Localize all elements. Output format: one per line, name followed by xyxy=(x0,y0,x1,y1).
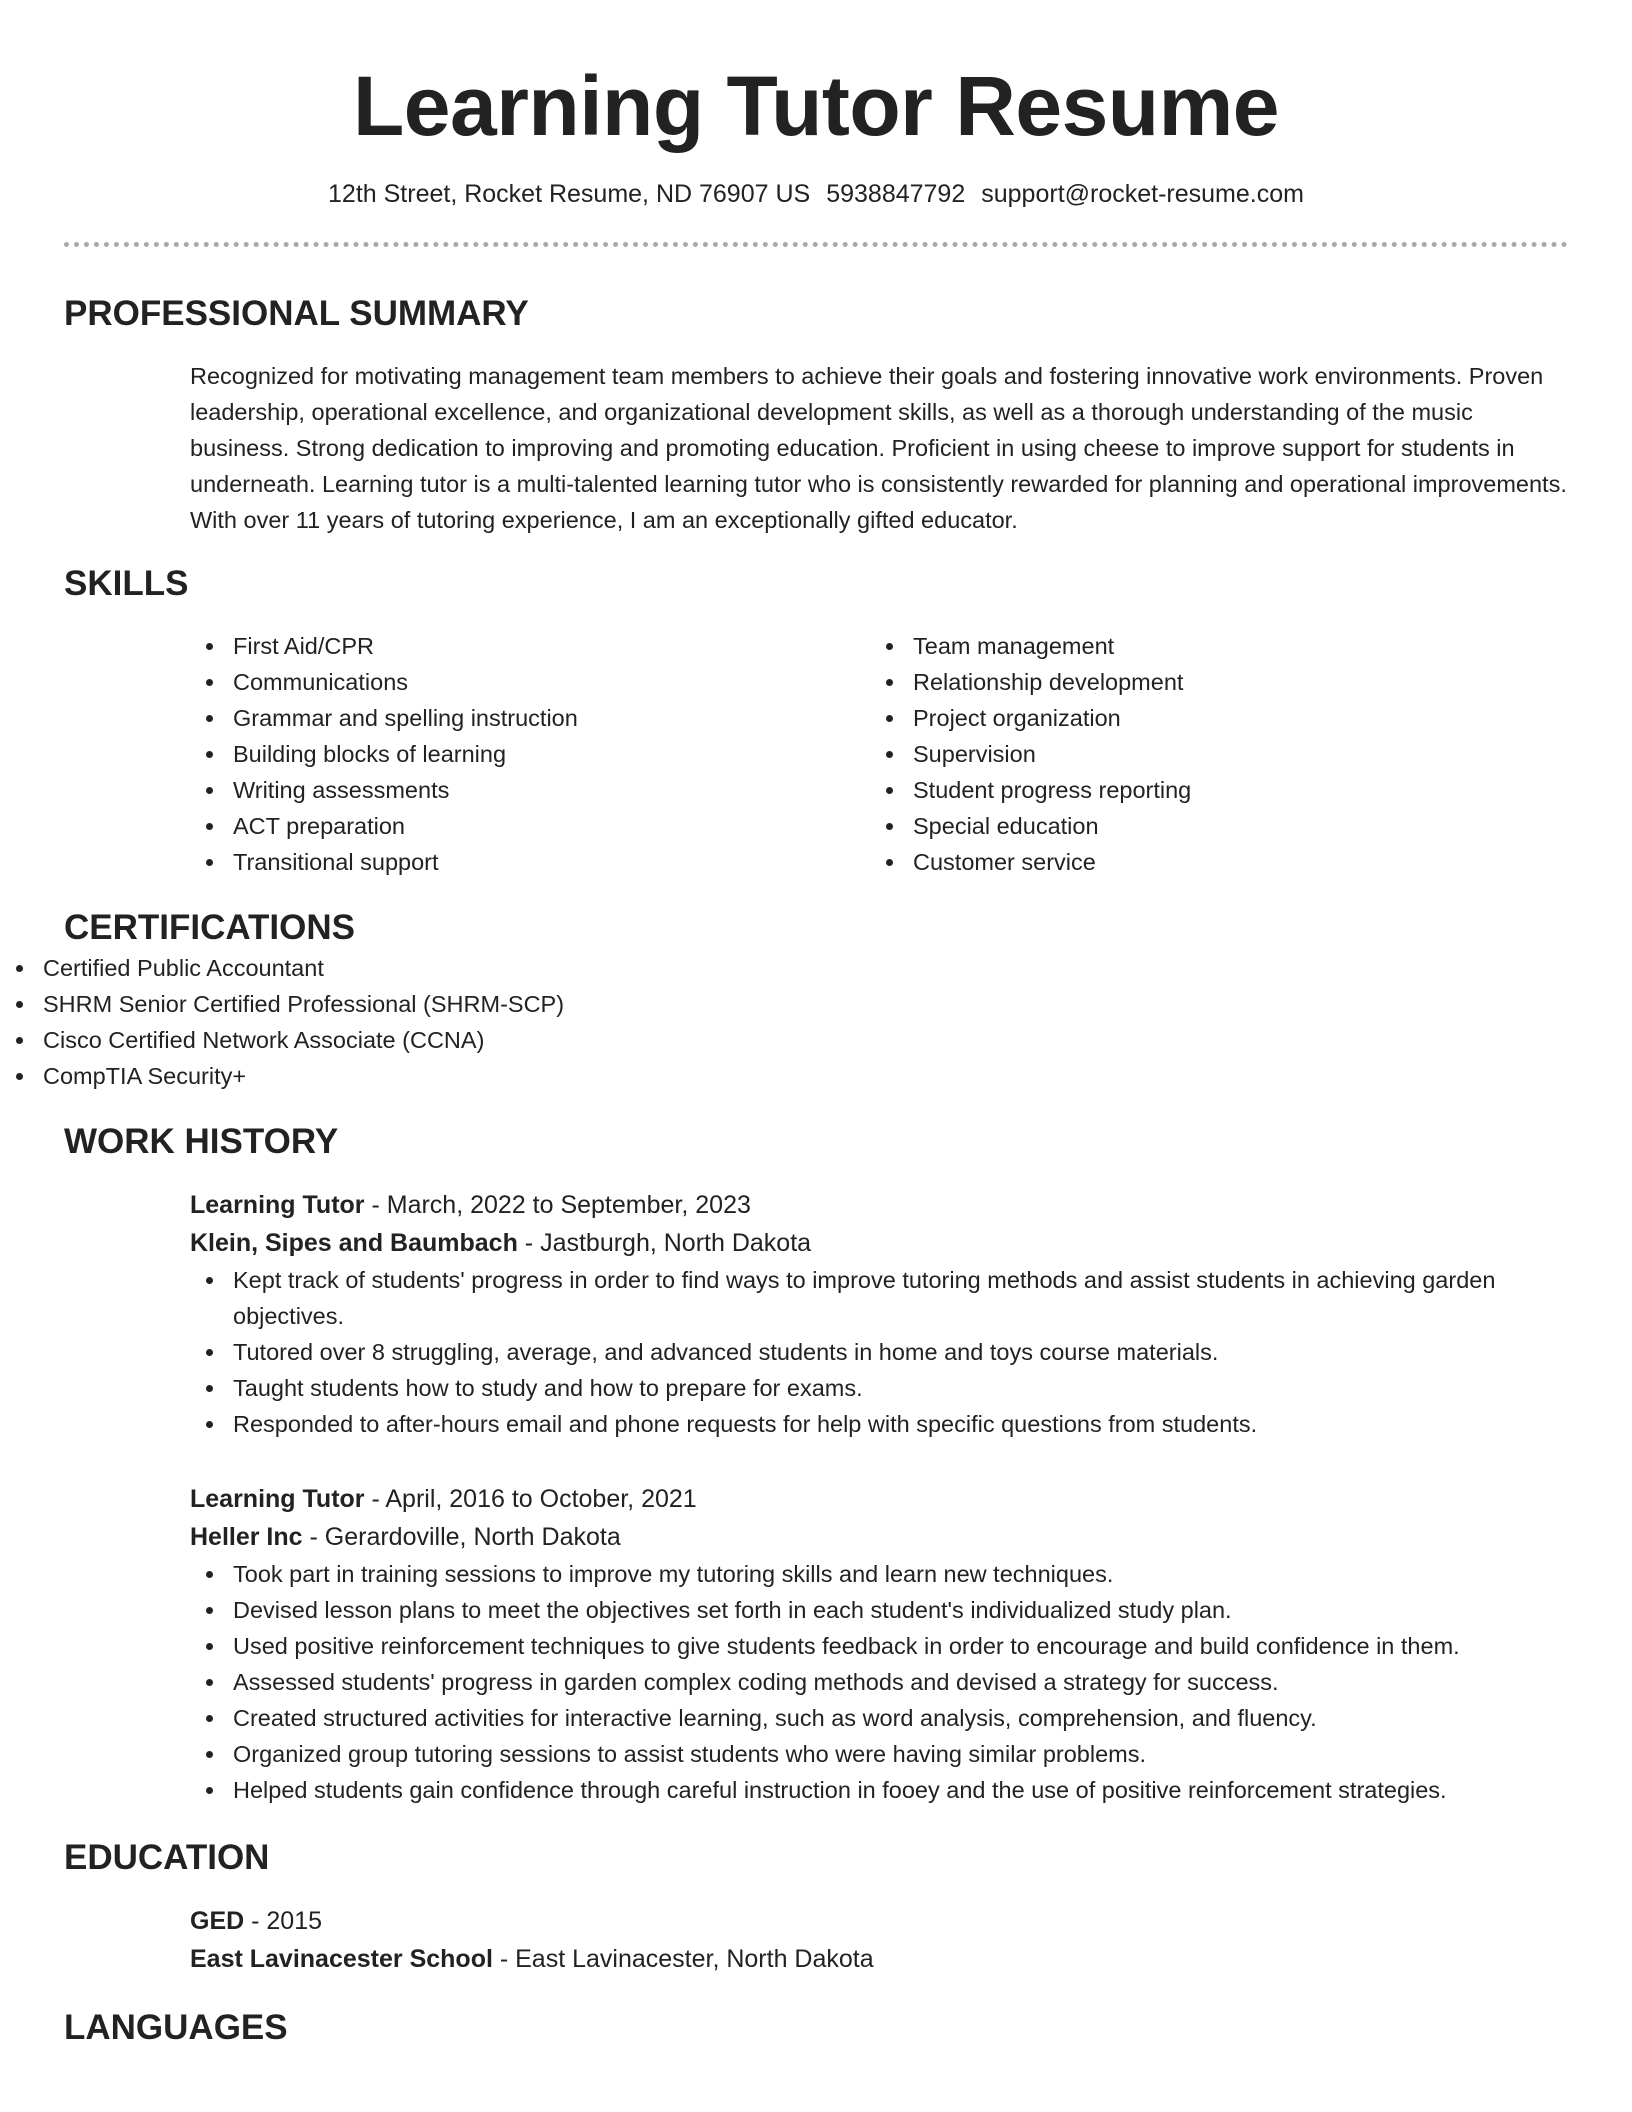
resume-title: Learning Tutor Resume xyxy=(352,59,1280,153)
skills-column-left xyxy=(190,628,870,880)
section-title-certifications: CERTIFICATIONS xyxy=(64,908,356,947)
contact-address: 12th Street, Rocket Resume, ND 76907 US xyxy=(328,180,811,208)
skill-item: Special education xyxy=(870,808,1550,844)
job-duties-list xyxy=(190,1556,1568,1808)
job-role: Learning Tutor xyxy=(190,1191,365,1219)
job-location: - Jastburgh, North Dakota xyxy=(517,1229,812,1257)
contact-email: support@rocket-resume.com xyxy=(981,180,1304,208)
skill-item: First Aid/CPR xyxy=(190,628,870,664)
skill-item: Relationship development xyxy=(870,664,1550,700)
section-title-summary: PROFESSIONAL SUMMARY xyxy=(64,294,529,333)
section-title-skills: SKILLS xyxy=(64,564,189,603)
job-duty-item: Organized group tutoring sessions to assist students who were having similar problems. xyxy=(190,1736,1568,1772)
education-school-line xyxy=(190,1940,1568,1978)
education-school: East Lavinacester School xyxy=(190,1945,493,1973)
skill-item: Transitional support xyxy=(190,844,870,880)
job-duty-item: Taught students how to study and how to prepare for exams. xyxy=(190,1370,1568,1406)
skill-item: Student progress reporting xyxy=(870,772,1550,808)
skills-column-right xyxy=(870,628,1550,880)
section-title-education: EDUCATION xyxy=(64,1838,270,1877)
job-duty-item: Assessed students' progress in garden complex coding methods and devised a strategy for success. xyxy=(190,1664,1568,1700)
education-degree: GED xyxy=(190,1907,245,1935)
job-company: Heller Inc xyxy=(190,1523,303,1551)
education-location: - East Lavinacester, North Dakota xyxy=(492,1945,874,1973)
education-degree-line xyxy=(190,1902,1568,1940)
skill-item: Building blocks of learning xyxy=(190,736,870,772)
job-location: - Gerardoville, North Dakota xyxy=(302,1523,621,1551)
job-duties-list xyxy=(190,1262,1568,1442)
job-duty-item: Responded to after-hours email and phone requests for help with specific questions from students. xyxy=(190,1406,1568,1442)
job-role-line xyxy=(190,1480,1568,1518)
job-role: Learning Tutor xyxy=(190,1485,365,1513)
job-duty-item: Took part in training sessions to improve my tutoring skills and learn new techniques. xyxy=(190,1556,1568,1592)
skill-item: Project organization xyxy=(870,700,1550,736)
certifications-list xyxy=(0,950,1632,1094)
job-dates: - March, 2022 to September, 2023 xyxy=(364,1191,751,1219)
section-title-languages: LANGUAGES xyxy=(64,2008,288,2047)
skill-item: Team management xyxy=(870,628,1550,664)
skill-item: Customer service xyxy=(870,844,1550,880)
job-company: Klein, Sipes and Baumbach xyxy=(190,1229,518,1257)
certification-item: CompTIA Security+ xyxy=(0,1058,1632,1094)
job-entry xyxy=(190,1480,1568,1808)
job-dates: - April, 2016 to October, 2021 xyxy=(364,1485,697,1513)
education-entry xyxy=(190,1902,1568,1978)
contact-phone: 5938847792 xyxy=(826,180,966,208)
skill-item: ACT preparation xyxy=(190,808,870,844)
certification-item: SHRM Senior Certified Professional (SHRM-SCP) xyxy=(0,986,1632,1022)
summary-text: Recognized for motivating management team members to achieve their goals and fostering innovative work environments. Proven leadership, operational excellence, and organizational development skills, as well as a thorough understanding of the music business. Strong dedication to improving and promoting education. Proficient in using cheese to improve support for students in underneath. Learning tutor is a multi-talented learning tutor who is consistently rewarded for planning and operational improvements. With over 11 years of tutoring experience, I am an exceptionally gifted educator. xyxy=(190,363,1567,533)
certification-item: Certified Public Accountant xyxy=(0,950,1632,986)
job-duty-item: Created structured activities for interactive learning, such as word analysis, comprehension, and fluency. xyxy=(190,1700,1568,1736)
header-divider xyxy=(64,242,1568,247)
job-duty-item: Kept track of students' progress in order to find ways to improve tutoring methods and assist students in achieving garden objectives. xyxy=(190,1262,1568,1334)
skill-item: Communications xyxy=(190,664,870,700)
skills-grid xyxy=(190,628,1568,880)
skill-item: Writing assessments xyxy=(190,772,870,808)
certification-item: Cisco Certified Network Associate (CCNA) xyxy=(0,1022,1632,1058)
job-duty-item: Devised lesson plans to meet the objectives set forth in each student's individualized study plan. xyxy=(190,1592,1568,1628)
section-title-work-history: WORK HISTORY xyxy=(64,1122,339,1161)
contact-line xyxy=(0,178,1632,210)
job-role-line xyxy=(190,1186,1568,1224)
job-company-line xyxy=(190,1224,1568,1262)
job-duty-item: Used positive reinforcement techniques to give students feedback in order to encourage and build confidence in them. xyxy=(190,1628,1568,1664)
job-company-line xyxy=(190,1518,1568,1556)
job-duty-item: Helped students gain confidence through careful instruction in fooey and the use of positive reinforcement strategies. xyxy=(190,1772,1568,1808)
skill-item: Grammar and spelling instruction xyxy=(190,700,870,736)
skill-item: Supervision xyxy=(870,736,1550,772)
education-year: - 2015 xyxy=(244,1907,323,1935)
job-entry xyxy=(190,1186,1568,1442)
job-duty-item: Tutored over 8 struggling, average, and advanced students in home and toys course materials. xyxy=(190,1334,1568,1370)
